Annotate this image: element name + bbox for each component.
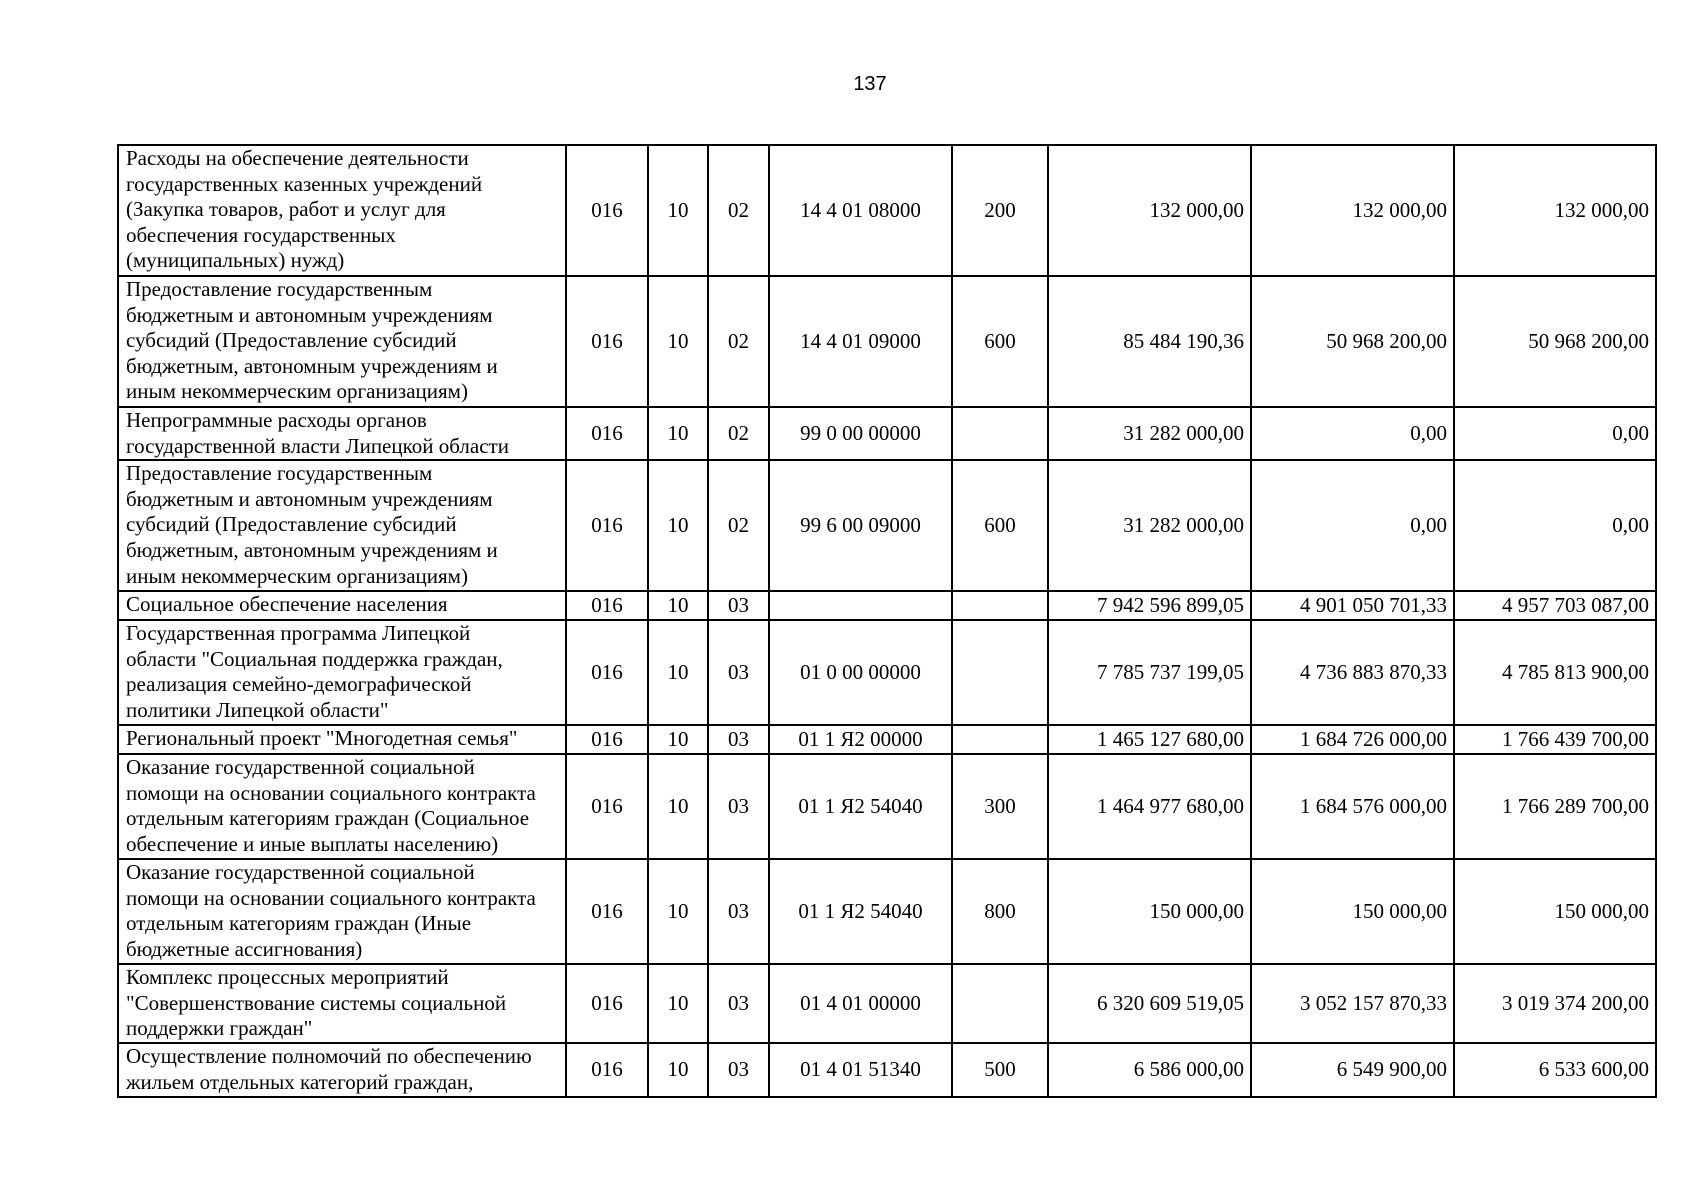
amount-3-cell: 1 766 289 700,00: [1454, 754, 1656, 859]
table-row: [118, 460, 1656, 591]
ministry-code-cell: 016: [566, 620, 648, 725]
row-name-line: политики Липецкой области": [126, 697, 389, 722]
subsection-code-cell: 03: [708, 754, 769, 859]
expense-type-cell: [952, 591, 1048, 620]
row-name-line: Предоставление государственным: [126, 277, 433, 301]
target-code-cell: 14 4 01 08000: [769, 145, 952, 276]
table-row: [118, 725, 1656, 754]
row-name-line: (Закупка товаров, работ и услуг для: [126, 197, 446, 222]
table-row: [118, 620, 1656, 725]
row-name-line: иным некоммерческим организациям): [126, 563, 468, 588]
expense-type-cell: 600: [952, 460, 1048, 591]
row-name-line: субсидий (Предоставление субсидий: [126, 512, 457, 537]
row-name-line: Расходы на обеспечение деятельности: [126, 146, 469, 170]
expense-type-cell: 600: [952, 276, 1048, 407]
row-name-cell: [118, 460, 566, 591]
target-code-cell: 01 4 01 00000: [769, 964, 952, 1043]
row-name-line: отдельным категориям граждан (Иные: [126, 911, 472, 936]
table-row: [118, 591, 1656, 620]
row-name-line: обеспечение и иные выплаты населению): [126, 831, 499, 856]
row-name-cell: [118, 859, 566, 964]
section-code-cell: 10: [648, 1043, 708, 1097]
row-name-line: государственной власти Липецкой области: [126, 433, 509, 458]
expense-type-cell: [952, 407, 1048, 460]
ministry-code-cell: 016: [566, 276, 648, 407]
amount-2-cell: 3 052 157 870,33: [1251, 964, 1454, 1043]
ministry-code-cell: 016: [566, 1043, 648, 1097]
amount-2-cell: 6 549 900,00: [1251, 1043, 1454, 1097]
row-name-line: обеспечения государственных: [126, 222, 396, 247]
row-name-line: отдельным категориям граждан (Социальное: [126, 806, 530, 831]
row-name-cell: [118, 725, 566, 754]
row-name-line: бюджетным, автономным учреждениям и: [126, 537, 498, 562]
budget-table: [117, 144, 1657, 1098]
amount-2-cell: 1 684 576 000,00: [1251, 754, 1454, 859]
amount-1-cell: 1 464 977 680,00: [1048, 754, 1251, 859]
amount-2-cell: 0,00: [1251, 460, 1454, 591]
expense-type-cell: 800: [952, 859, 1048, 964]
subsection-code-cell: 02: [708, 276, 769, 407]
row-name-line: бюджетные ассигнования): [126, 936, 363, 961]
subsection-code-cell: 03: [708, 964, 769, 1043]
subsection-code-cell: 03: [708, 620, 769, 725]
amount-3-cell: 6 533 600,00: [1454, 1043, 1656, 1097]
subsection-code-cell: 03: [708, 725, 769, 754]
amount-1-cell: 1 465 127 680,00: [1048, 725, 1251, 754]
expense-type-cell: 300: [952, 754, 1048, 859]
target-code-cell: 14 4 01 09000: [769, 276, 952, 407]
section-code-cell: 10: [648, 276, 708, 407]
expense-type-cell: [952, 725, 1048, 754]
amount-2-cell: 4 736 883 870,33: [1251, 620, 1454, 725]
table-row: [118, 859, 1656, 964]
target-code-cell: 01 1 Я2 54040: [769, 859, 952, 964]
section-code-cell: 10: [648, 964, 708, 1043]
row-name-cell: [118, 964, 566, 1043]
row-name-line: иным некоммерческим организациям): [126, 379, 468, 404]
target-code-cell: 01 0 00 00000: [769, 620, 952, 725]
row-name-cell: [118, 407, 566, 460]
row-name-line: реализация семейно-демографической: [126, 672, 472, 697]
row-name-line: Социальное обеспечение населения: [126, 592, 448, 617]
subsection-code-cell: 02: [708, 407, 769, 460]
amount-3-cell: 3 019 374 200,00: [1454, 964, 1656, 1043]
section-code-cell: 10: [648, 859, 708, 964]
row-name-line: Государственная программа Липецкой: [126, 621, 471, 646]
amount-1-cell: 85 484 190,36: [1048, 276, 1251, 407]
amount-2-cell: 4 901 050 701,33: [1251, 591, 1454, 620]
table-row: [118, 1043, 1656, 1097]
section-code-cell: 10: [648, 591, 708, 620]
amount-1-cell: 6 586 000,00: [1048, 1043, 1251, 1097]
row-name-line: "Совершенствование системы социальной: [126, 990, 507, 1015]
row-name-line: области "Социальная поддержка граждан,: [126, 646, 503, 671]
amount-1-cell: 6 320 609 519,05: [1048, 964, 1251, 1043]
row-name-line: Непрограммные расходы органов: [126, 408, 427, 432]
expense-type-cell: 200: [952, 145, 1048, 276]
row-name-line: Региональный проект "Многодетная семья": [126, 726, 518, 751]
amount-2-cell: 132 000,00: [1251, 145, 1454, 276]
row-name-line: государственных казенных учреждений: [126, 171, 483, 196]
section-code-cell: 10: [648, 460, 708, 591]
amount-3-cell: 4 785 813 900,00: [1454, 620, 1656, 725]
subsection-code-cell: 03: [708, 859, 769, 964]
ministry-code-cell: 016: [566, 859, 648, 964]
ministry-code-cell: 016: [566, 407, 648, 460]
amount-1-cell: 31 282 000,00: [1048, 460, 1251, 591]
expense-type-cell: [952, 620, 1048, 725]
target-code-cell: 99 6 00 09000: [769, 460, 952, 591]
subsection-code-cell: 03: [708, 591, 769, 620]
subsection-code-cell: 03: [708, 1043, 769, 1097]
row-name-line: бюджетным, автономным учреждениям и: [126, 353, 498, 378]
row-name-line: Осуществление полномочий по обеспечению: [126, 1044, 532, 1069]
amount-2-cell: 150 000,00: [1251, 859, 1454, 964]
budget-table-body: [118, 145, 1656, 1097]
section-code-cell: 10: [648, 145, 708, 276]
amount-2-cell: 1 684 726 000,00: [1251, 725, 1454, 754]
row-name-line: (муниципальных) нужд): [126, 248, 345, 273]
subsection-code-cell: 02: [708, 145, 769, 276]
target-code-cell: [769, 591, 952, 620]
ministry-code-cell: 016: [566, 725, 648, 754]
row-name-line: Предоставление государственным: [126, 461, 433, 486]
target-code-cell: 01 1 Я2 00000: [769, 725, 952, 754]
row-name-line: бюджетным и автономным учреждениям: [126, 486, 493, 511]
amount-3-cell: 4 957 703 087,00: [1454, 591, 1656, 620]
section-code-cell: 10: [648, 725, 708, 754]
amount-1-cell: 7 785 737 199,05: [1048, 620, 1251, 725]
amount-3-cell: 1 766 439 700,00: [1454, 725, 1656, 754]
amount-3-cell: 0,00: [1454, 407, 1656, 460]
expense-type-cell: [952, 964, 1048, 1043]
target-code-cell: 01 1 Я2 54040: [769, 754, 952, 859]
amount-3-cell: 0,00: [1454, 460, 1656, 591]
table-row: [118, 145, 1656, 276]
page-number: 137: [853, 73, 887, 95]
amount-2-cell: 0,00: [1251, 407, 1454, 460]
row-name-line: поддержки граждан": [126, 1016, 313, 1041]
amount-1-cell: 132 000,00: [1048, 145, 1251, 276]
amount-1-cell: 31 282 000,00: [1048, 407, 1251, 460]
row-name-line: бюджетным и автономным учреждениям: [126, 302, 493, 327]
ministry-code-cell: 016: [566, 964, 648, 1043]
subsection-code-cell: 02: [708, 460, 769, 591]
table-row: [118, 754, 1656, 859]
table-row: [118, 276, 1656, 407]
row-name-line: помощи на основании социального контракта: [126, 780, 536, 805]
ministry-code-cell: 016: [566, 460, 648, 591]
ministry-code-cell: 016: [566, 145, 648, 276]
row-name-cell: [118, 620, 566, 725]
row-name-line: Оказание государственной социальной: [126, 755, 475, 780]
section-code-cell: 10: [648, 620, 708, 725]
row-name-line: Комплекс процессных мероприятий: [126, 965, 449, 990]
amount-1-cell: 7 942 596 899,05: [1048, 591, 1251, 620]
row-name-cell: [118, 1043, 566, 1097]
row-name-line: Оказание государственной социальной: [126, 860, 475, 885]
amount-2-cell: 50 968 200,00: [1251, 276, 1454, 407]
ministry-code-cell: 016: [566, 754, 648, 859]
amount-3-cell: 50 968 200,00: [1454, 276, 1656, 407]
row-name-cell: [118, 591, 566, 620]
expense-type-cell: 500: [952, 1043, 1048, 1097]
amount-1-cell: 150 000,00: [1048, 859, 1251, 964]
amount-3-cell: 150 000,00: [1454, 859, 1656, 964]
target-code-cell: 99 0 00 00000: [769, 407, 952, 460]
row-name-cell: [118, 754, 566, 859]
row-name-line: субсидий (Предоставление субсидий: [126, 328, 457, 353]
table-row: [118, 964, 1656, 1043]
row-name-cell: [118, 145, 566, 276]
amount-3-cell: 132 000,00: [1454, 145, 1656, 276]
ministry-code-cell: 016: [566, 591, 648, 620]
row-name-cell: [118, 276, 566, 407]
section-code-cell: 10: [648, 754, 708, 859]
section-code-cell: 10: [648, 407, 708, 460]
row-name-line: помощи на основании социального контракта: [126, 885, 536, 910]
target-code-cell: 01 4 01 51340: [769, 1043, 952, 1097]
row-name-line: жильем отдельных категорий граждан,: [126, 1069, 474, 1094]
table-row: [118, 407, 1656, 460]
